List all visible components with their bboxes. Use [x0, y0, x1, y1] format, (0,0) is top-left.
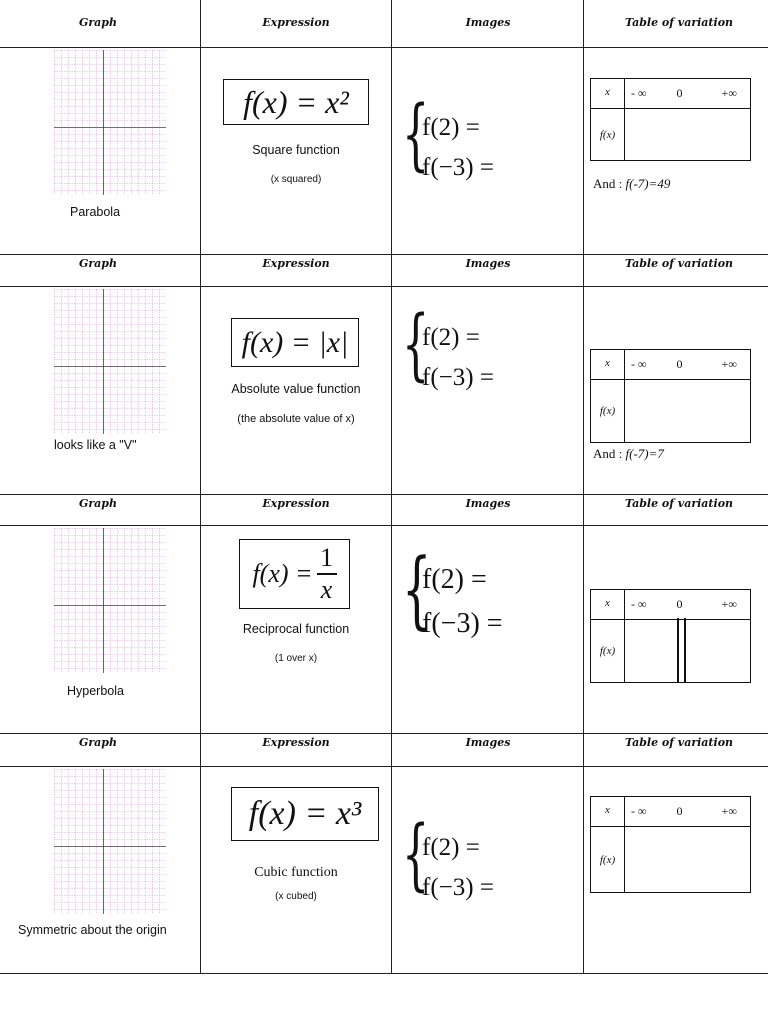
table-x-values: - ∞ 0 +∞ — [631, 86, 737, 100]
header-expression: Expression — [262, 736, 330, 749]
function-description: (1 over x) — [274, 653, 318, 664]
variation-table — [590, 78, 751, 161]
formula: f(x) = x² — [243, 83, 349, 120]
row-divider — [0, 766, 768, 767]
fraction-denominator: x — [320, 574, 333, 604]
image-f2: f(2) = — [422, 114, 480, 141]
formula-box — [223, 79, 369, 125]
table-x-label: x — [605, 357, 610, 369]
graph-caption: Parabola — [70, 205, 121, 219]
header-graph: Graph — [78, 736, 117, 749]
empty-graph-grid — [54, 50, 166, 195]
function-description: (x squared) — [270, 174, 322, 185]
extra-image-note: And : f(-7)=7 — [593, 446, 664, 461]
table-x-values: - ∞ 0 +∞ — [631, 597, 737, 611]
header-table: Table of variation — [624, 257, 734, 270]
header-table: Table of variation — [624, 16, 734, 29]
header-table: Table of variation — [624, 736, 734, 749]
image-f-3: f(−3) = — [422, 154, 494, 181]
header-images: Images — [465, 736, 511, 749]
image-f2: f(2) = — [422, 564, 487, 595]
table-x-label: x — [605, 804, 610, 816]
table-fx-label: f(x) — [599, 645, 616, 657]
empty-graph-grid — [54, 528, 166, 673]
extra-image-note: And : f(-7)=49 — [593, 176, 671, 191]
row-divider — [0, 525, 768, 526]
function-name: Reciprocal function — [242, 622, 350, 636]
header-images: Images — [465, 16, 511, 29]
image-f2: f(2) = — [422, 834, 480, 861]
table-x-values: - ∞ 0 +∞ — [631, 804, 737, 818]
table-x-label: x — [605, 86, 610, 98]
function-description: (the absolute value of x) — [237, 413, 355, 425]
variation-table — [590, 796, 751, 893]
row-divider — [0, 286, 768, 287]
table-fx-label: f(x) — [599, 128, 616, 141]
header-expression: Expression — [262, 16, 330, 29]
row-divider — [0, 494, 768, 495]
forbidden-value-double-bar — [677, 618, 679, 682]
formula-box — [239, 539, 350, 609]
function-name: Cubic function — [254, 865, 338, 880]
forbidden-value-double-bar — [684, 618, 686, 682]
table-x-values: - ∞ 0 +∞ — [631, 357, 737, 371]
column-divider — [583, 0, 584, 974]
row-divider — [0, 973, 768, 974]
graph-caption: Hyperbola — [67, 684, 124, 698]
header-graph: Graph — [78, 257, 117, 270]
empty-graph-grid — [54, 769, 166, 914]
graph-caption: looks like a "V" — [54, 438, 137, 452]
variation-table — [590, 589, 751, 683]
header-expression: Expression — [262, 257, 330, 270]
formula-fraction — [317, 543, 337, 605]
brace-icon: { — [402, 90, 430, 180]
image-f-3: f(−3) = — [422, 874, 494, 901]
column-divider — [391, 0, 392, 974]
formula-lhs: f(x) = — [252, 559, 313, 588]
variation-table — [590, 349, 751, 443]
image-f-3: f(−3) = — [422, 364, 494, 391]
brace-icon: { — [402, 540, 432, 638]
row-divider — [0, 733, 768, 734]
formula-box — [231, 787, 379, 841]
formula-box — [231, 318, 359, 367]
brace-icon: { — [402, 810, 430, 900]
header-images: Images — [465, 257, 511, 270]
brace-icon: { — [402, 300, 430, 390]
graph-caption: Symmetric about the origin — [18, 923, 167, 937]
function-description: (x cubed) — [275, 891, 317, 902]
row-divider — [0, 254, 768, 255]
header-graph: Graph — [78, 497, 117, 510]
header-graph: Graph — [78, 16, 117, 29]
image-f-3: f(−3) = — [422, 608, 503, 639]
fraction-numerator: 1 — [320, 543, 334, 573]
empty-graph-grid — [54, 289, 166, 434]
formula: f(x) = x³ — [248, 795, 362, 832]
image-f2: f(2) = — [422, 324, 480, 351]
row-divider — [0, 47, 768, 48]
header-expression: Expression — [262, 497, 330, 510]
table-fx-label: f(x) — [599, 405, 616, 417]
table-x-label: x — [605, 597, 610, 609]
header-table: Table of variation — [624, 497, 734, 510]
table-fx-label: f(x) — [599, 853, 616, 866]
function-name: Absolute value function — [231, 382, 361, 396]
header-images: Images — [465, 497, 511, 510]
formula: f(x) = |x| — [241, 325, 349, 359]
function-name: Square function — [252, 143, 340, 157]
